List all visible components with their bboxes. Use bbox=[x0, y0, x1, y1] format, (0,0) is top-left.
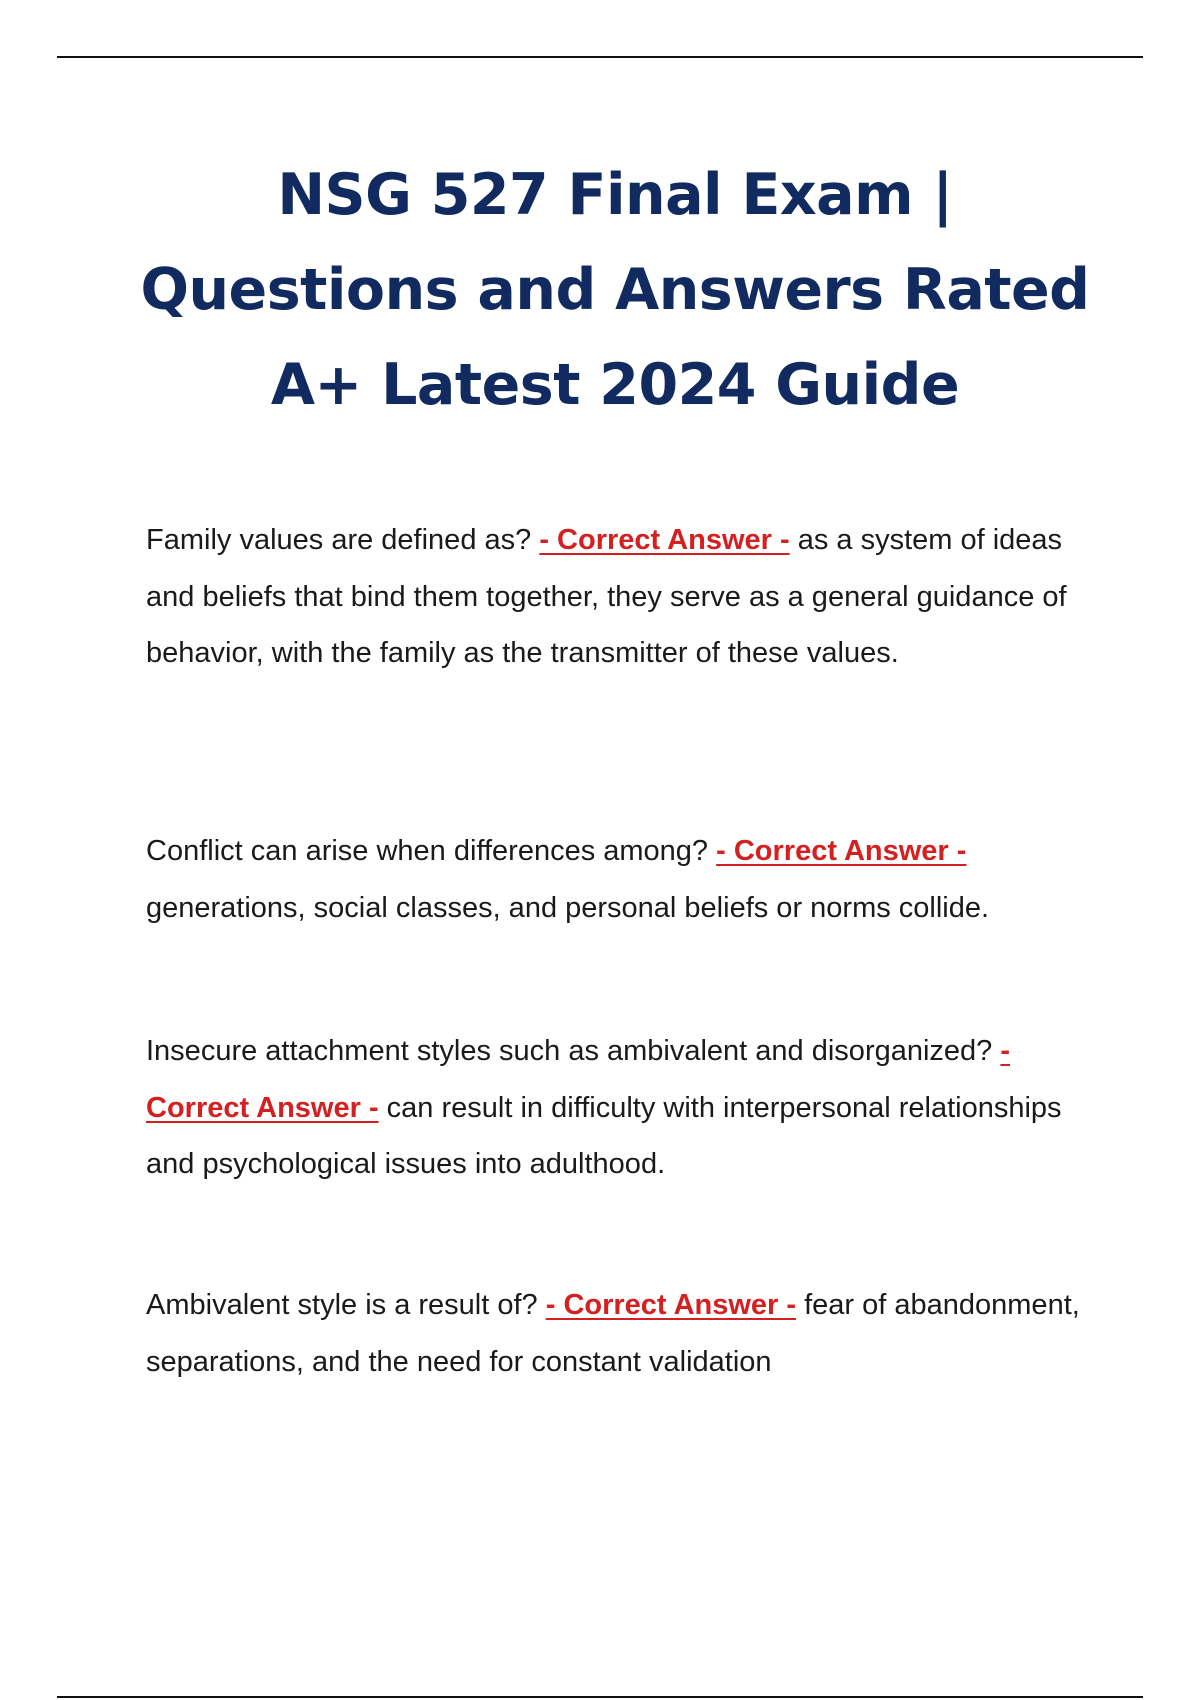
question-text: Family values are defined as? bbox=[146, 524, 532, 556]
document-title bbox=[110, 148, 1120, 433]
title-line: Questions and Answers Rated bbox=[140, 257, 1090, 323]
answer-text: as a system of ideas and beliefs that bind them together, they serve as a general guidance of behavior, with the family as the transmitter of these values. bbox=[146, 524, 1067, 669]
question-text: Insecure attachment styles such as ambivalent and disorganized? bbox=[146, 1035, 993, 1067]
correct-answer-label: - Correct Answer - bbox=[716, 835, 967, 867]
qa-item bbox=[146, 512, 1096, 682]
correct-answer-label: - Correct Answer - bbox=[545, 1289, 797, 1321]
answer-text: generations, social classes, and personal beliefs or norms collide. bbox=[146, 891, 990, 924]
title-line: NSG 527 Final Exam | bbox=[277, 162, 953, 228]
answer-text: can result in difficulty with interpersonal relationships and psychological issues into adulthood. bbox=[146, 1091, 1062, 1180]
answer-text: fear of abandonment, separations, and the need for constant validation bbox=[146, 1289, 1080, 1378]
bottom-divider bbox=[57, 1696, 1143, 1698]
correct-answer-label: - Correct Answer - bbox=[146, 1035, 1011, 1124]
question-text: Conflict can arise when differences among? bbox=[146, 835, 709, 867]
correct-answer-label: - Correct Answer - bbox=[539, 524, 790, 556]
top-divider bbox=[57, 56, 1143, 58]
qa-item bbox=[146, 1277, 1096, 1390]
question-text: Ambivalent style is a result of? bbox=[146, 1289, 538, 1321]
qa-item bbox=[146, 1023, 1096, 1193]
qa-item bbox=[146, 823, 1096, 936]
title-line: A+ Latest 2024 Guide bbox=[270, 352, 960, 418]
